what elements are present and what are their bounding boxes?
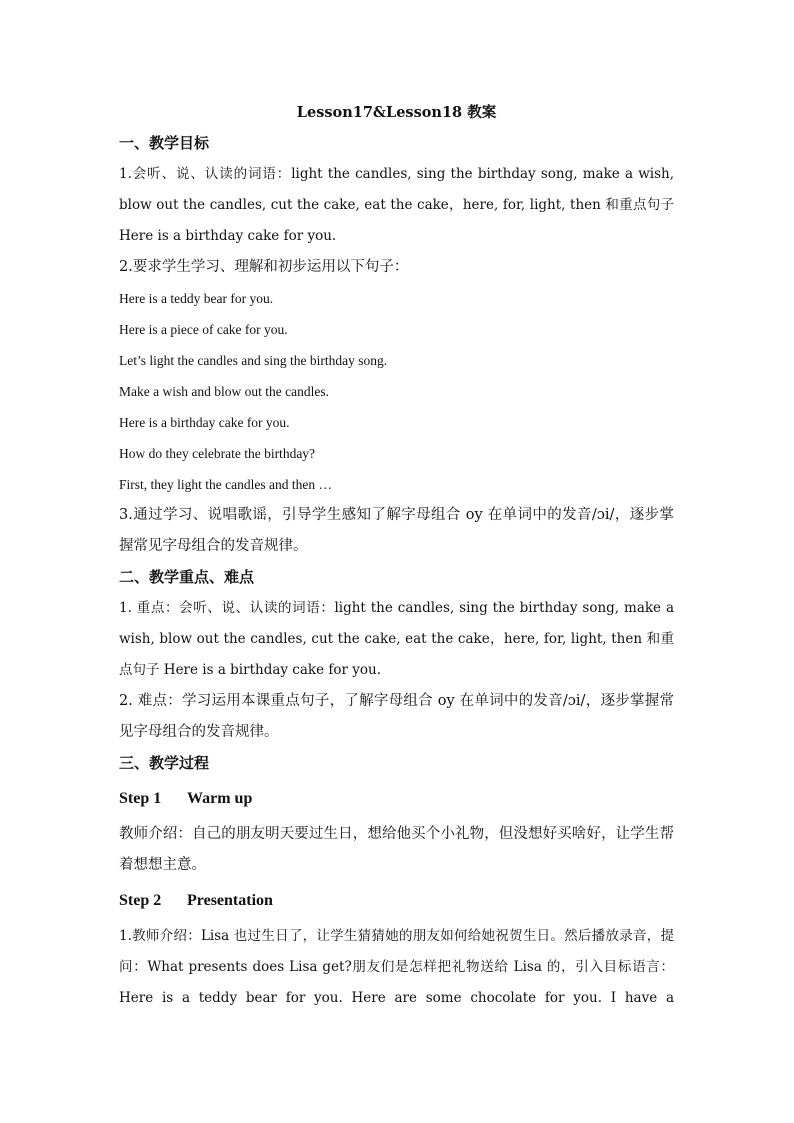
document-title: Lesson17&Lesson18 教案 — [296, 104, 497, 121]
step-2-label: Step 2 — [119, 892, 162, 909]
step-1-heading — [119, 779, 674, 819]
section-heading-process: 三、教学过程 — [119, 754, 210, 772]
example-sentence: First, they light the candles and then … — [119, 477, 332, 492]
step-2-heading — [119, 881, 674, 921]
step-1-name: Warm up — [187, 790, 253, 807]
section-heading-goals: 一、教学目标 — [119, 134, 210, 152]
example-sentence: Here is a birthday cake for you. — [119, 415, 290, 430]
step-2-text: 1.教师介绍：Lisa 也过生日了，让学生猜猜她的朋友如何给她祝贺生日。然后播放录音，提问：What presents does Lisa get?朋友们是怎样把礼物送给 Lisa 的，引入目标语言：Here is a teddy bear for you. Here are some chocolate for you. I have a — [119, 928, 674, 1006]
example-sentence: How do they celebrate the birthday? — [119, 446, 316, 461]
example-sentence: Here is a piece of cake for you. — [119, 322, 288, 337]
key-points-item-1: 1. 重点：会听、说、认读的词语：light the candles, sing the birthday song, make a wish, blow out the candles, cut the cake, eat the cake，here, for, light, then 和重点句子 Here is a birthday cake for you. — [119, 600, 674, 678]
example-sentence: Make a wish and blow out the candles. — [119, 384, 329, 399]
example-sentence: Let’s light the candles and sing the birthday song. — [119, 353, 388, 368]
lesson-plan-page — [119, 100, 674, 1014]
section-heading-key-points: 二、教学重点、难点 — [119, 568, 255, 586]
goals-item-3: 3.通过学习、说唱歌谣，引导学生感知了解字母组合 oy 在单词中的发音/ɔi/，逐步掌握常见字母组合的发音规律。 — [119, 507, 674, 554]
step-2-name: Presentation — [187, 892, 273, 909]
goals-item-2: 2.要求学生学习、理解和初步运用以下句子： — [119, 259, 409, 275]
key-points-item-2: 2. 难点：学习运用本课重点句子，了解字母组合 oy 在单词中的发音/ɔi/，逐步掌握常见字母组合的发音规律。 — [119, 693, 674, 740]
step-1-label: Step 1 — [119, 790, 162, 807]
step-1-text: 教师介绍：自己的朋友明天要过生日，想给他买个小礼物，但没想好买啥好，让学生帮着想想主意。 — [119, 826, 674, 873]
goals-item-1: 1.会听、说、认读的词语：light the candles, sing the birthday song, make a wish, blow out the candles, cut the cake, eat the cake，here, for, light, then 和重点句子 Here is a birthday cake for you. — [119, 166, 674, 244]
example-sentence: Here is a teddy bear for you. — [119, 291, 274, 306]
